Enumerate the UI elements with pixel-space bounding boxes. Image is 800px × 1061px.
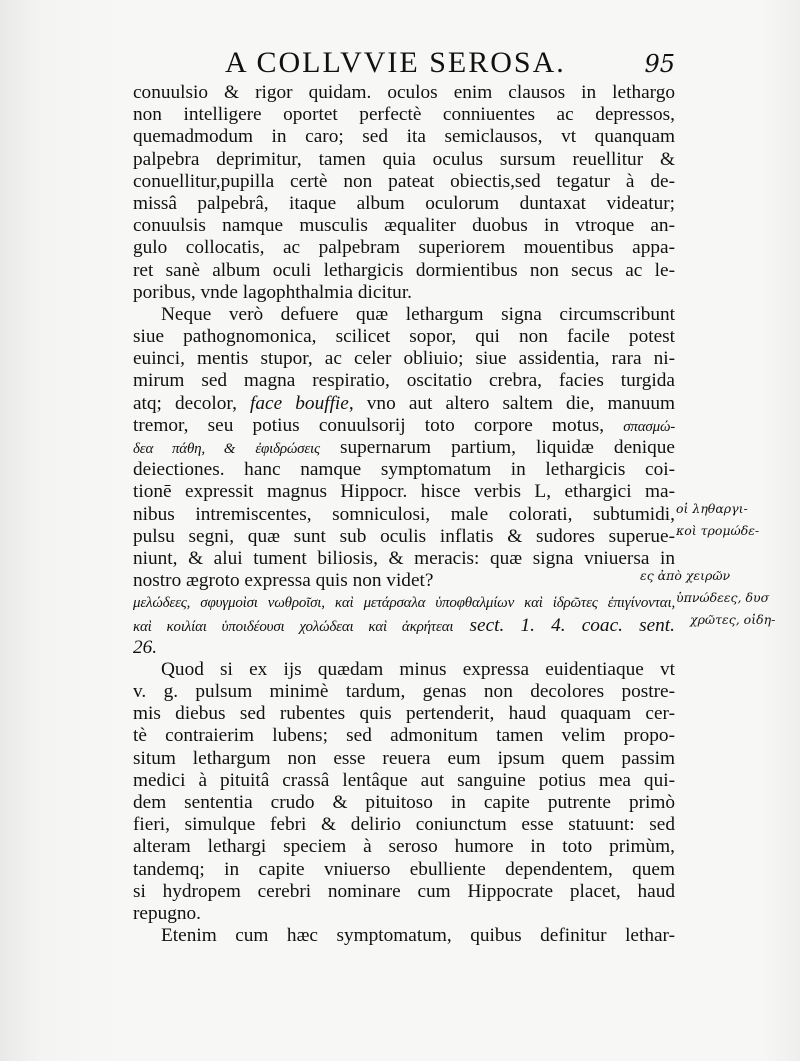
text-line: pulsu segni, quæ sunt sub oculis inflatis & sudores superue- (133, 525, 675, 547)
french-phrase: face bouffie (250, 392, 349, 414)
greek-word: ἐφιδρώσεις (255, 441, 320, 457)
text-fragment: tremor, seu potius conuulsorij toto corpore motus, (133, 414, 605, 436)
text-line: conuellitur,pupilla certè non pateat obiectis,sed tegatur à de- (133, 170, 675, 192)
marginal-greek-note: κοὶ τρομώδε- (676, 523, 760, 538)
greek-word: σπασμώ- (623, 418, 676, 435)
marginal-greek-note: χρῶτες, οἰδη- (690, 612, 776, 627)
text-line (133, 415, 675, 437)
citation-number: 26. (133, 636, 158, 658)
text-line: mirum sed magna respiratio, oscitatio crebra, facies turgida (133, 370, 675, 392)
text-line: alteram lethargi speciem à seroso humore in toto primùm, (133, 836, 675, 858)
text-line: quemadmodum in caro; sed ita semiclausos, vt quanquam (133, 126, 675, 148)
text-line: Etenim cum hæc symptomatum, quibus definitur lethar- (161, 925, 675, 947)
text-line: repugno. (133, 902, 202, 924)
marginal-greek-note: ὑπνώδεες, δυσ (676, 590, 770, 605)
greek-word: δεα πάθη, & (133, 441, 236, 457)
text-line: non intelligere oportet perfectè conniuentes ac depressos, (133, 104, 675, 126)
text-line: v. g. pulsum minimè tardum, genas non decolores postre- (133, 681, 675, 703)
marginal-greek-note: οἱ ληθαργι- (676, 501, 748, 516)
text-line (133, 393, 675, 415)
text-line: gulo collocatis, ac palpebram superiorem mouentibus appa- (133, 237, 675, 259)
text-line: tè contraierim lubens; sed admonitum tamen velim propo- (133, 725, 675, 747)
text-fragment: , vno aut altero saltem die, manuum (348, 392, 675, 414)
page-header (205, 40, 675, 84)
running-head: A COLLVVIE SEROSA. (225, 46, 566, 79)
text-line: Neque verò defuere quæ lethargum signa circumscribunt (161, 303, 675, 325)
text-line: medici à pituitâ crassâ lentâque aut sanguine potius mea qui- (133, 769, 675, 791)
text-line: nibus intremiscentes, somniculosi, male colorati, subtumidi, (133, 503, 675, 525)
text-line: dem sententia crudo & pituitoso in capite putrente primò (133, 792, 675, 813)
text-line: missâ palpebrâ, itaque album oculorum duntaxat videatur; (133, 192, 675, 214)
text-line: Quod si ex ijs quædam minus expressa euidentiaque vt (161, 658, 675, 680)
text-line: poribus, vnde lagophthalmia dicitur. (133, 281, 412, 303)
text-fragment: supernarum partium, liquidæ denique (339, 437, 675, 458)
greek-quotation-line: μελώδεες, σφυγμοὶσι νωθροῖσι, καὶ μετάρσαλα ὑποφθαλμίων καὶ ἱδρῶτες ἐπιγίνονται, (133, 595, 675, 612)
text-fragment: atq; decolor, (133, 392, 237, 414)
text-line (133, 615, 675, 637)
text-line: palpebra deprimitur, tamen quia oculus sursum reuellitur & (133, 148, 675, 170)
text-line (133, 437, 675, 459)
text-line: mis diebus sed rubentes quis pertenderit, haud quaquam cer- (133, 703, 675, 725)
page-number: 95 (644, 50, 675, 78)
text-line: fieri, simulque febri & delirio coniunctum esse statuunt: sed (133, 814, 675, 836)
text-line: si hydropem cerebri nominare cum Hippocrate placet, haud (133, 880, 675, 902)
text-line: conuulsio & rigor quidam. oculos enim clausos in lethargo (133, 82, 675, 103)
text-line: ret sanè album oculi lethargicis dormientibus non secus ac le- (133, 259, 675, 281)
text-line: tionē expressit magnus Hippocr. hisce verbis L, ethargici ma- (133, 481, 675, 503)
text-line: tandemq; in capite vniuerso ebulliente dependentem, quem (133, 858, 675, 880)
body-text (133, 82, 675, 947)
text-line: nostro ægroto expressa quis non videt? (133, 570, 434, 592)
marginal-greek-note: ες ἀπὸ χειρῶν (640, 568, 731, 583)
text-line: situm lethargum non esse reuera eum ipsum quem passim (133, 747, 675, 769)
text-line: conuulsis namque musculis æqualiter duobus in vtroque an- (133, 215, 675, 237)
text-line: euinci, mentis stupor, ac celer obliuio; siue assidentia, rara ni- (133, 348, 675, 370)
text-line: deiectiones. hanc namque symptomatum in lethargicis coi- (133, 459, 675, 481)
citation: sect. 1. 4. coac. sent. (469, 614, 675, 636)
text-line: siue pathognomonica, scilicet sopor, qui non facile potest (133, 326, 675, 348)
greek-quotation: καὶ κοιλίαι ὑποιδέουσι χολώδεαι καὶ ἀκρήτεαι (133, 618, 454, 635)
text-line: niunt, & alui tument biliosis, & meracis: quæ signa vniuersa in (133, 547, 675, 569)
